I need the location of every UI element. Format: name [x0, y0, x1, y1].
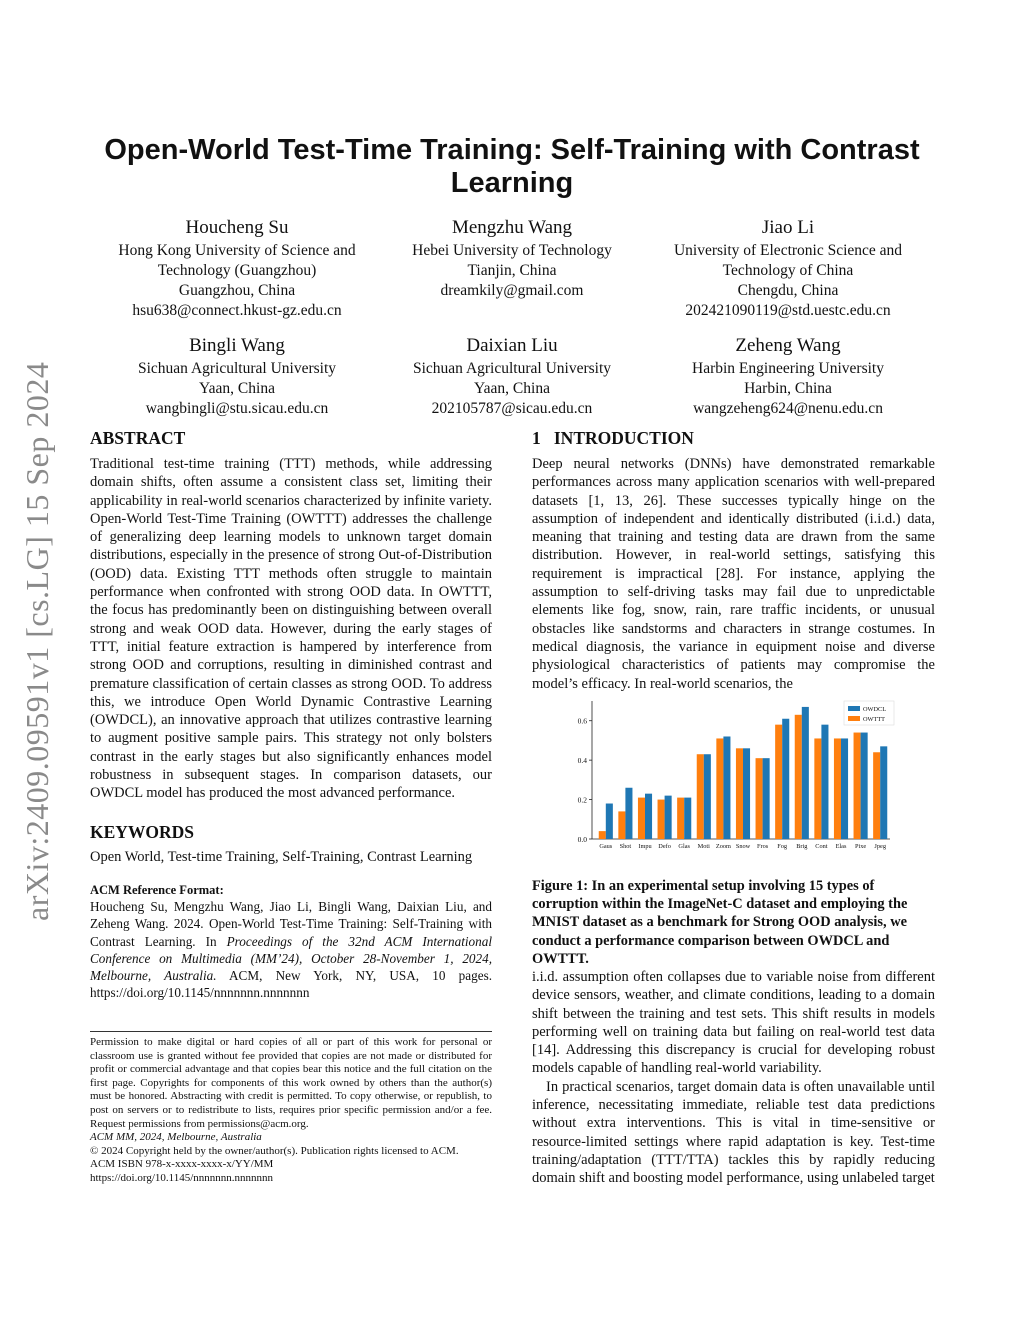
author-affiliation: Harbin Engineering University	[692, 360, 884, 377]
y-tick-label: 0.0	[577, 835, 587, 844]
author-location: Yaan, China	[474, 380, 550, 397]
x-tick-label: Impu	[638, 843, 652, 850]
introduction-heading	[532, 427, 694, 449]
author-name: Mengzhu Wang	[451, 217, 572, 238]
paper-title	[80, 134, 944, 200]
permission-notice	[90, 1036, 492, 1186]
x-tick-label: Defo	[658, 843, 671, 850]
y-tick-label: 0.6	[577, 716, 587, 726]
legend-label: OWDCL	[863, 706, 887, 713]
author-block	[638, 333, 938, 419]
bar-owttt	[618, 811, 625, 839]
author-name: Houcheng Su	[185, 217, 289, 238]
section-title: INTRODUCTION	[553, 428, 694, 448]
author-email: 202105787@sicau.edu.cn	[431, 400, 593, 417]
acm-reference	[90, 882, 492, 1002]
permission-text: Permission to make digital or hard copies of all or part of this work for personal or classroom use is granted without fee provided that copies are not made or distributed for profit or commercial advantage and that copies bear this notice and the full citation on the first page. Copyrights for components of this work owned by others than the author(s) must be honored. Abstracting with credit is permitted. To copy otherwise, or republish, to post on servers or to redistribute to lists, requires prior specific permission and/or a fee. Request permissions from permissions@acm.org.	[90, 1036, 492, 1130]
title-line-1: Open-World Test-Time Training: Self-Training with Contrast	[104, 134, 920, 166]
x-tick-label: Cont	[815, 843, 828, 850]
author-location: Chengdu, China	[737, 282, 839, 299]
acm-reference-heading: ACM Reference Format:	[90, 883, 224, 897]
bar-owdcl	[723, 736, 730, 839]
bar-owdcl	[743, 748, 750, 839]
intro-paragraph-2	[532, 968, 935, 1188]
bar-owdcl	[625, 788, 632, 839]
bar-owdcl	[861, 733, 868, 839]
author-email: wangbingli@stu.sicau.edu.cn	[145, 400, 329, 417]
x-tick-label: Elas	[835, 843, 847, 850]
bar-owttt	[638, 798, 645, 839]
abstract-heading: ABSTRACT	[90, 428, 186, 448]
bar-owdcl	[821, 725, 828, 839]
author-name: Zeheng Wang	[735, 335, 841, 356]
author-location: Yaan, China	[199, 380, 275, 397]
author-affiliation: Technology (Guangzhou)	[157, 262, 317, 279]
bar-owdcl	[841, 738, 848, 839]
bar-owttt	[756, 758, 763, 839]
bar-owdcl	[782, 719, 789, 839]
bar-owttt	[599, 831, 606, 839]
author-email: hsu638@connect.hkust-gz.edu.cn	[132, 302, 342, 319]
x-tick-label: Moti	[697, 843, 710, 850]
section-number: 1	[532, 428, 541, 448]
bar-owttt	[658, 800, 665, 839]
footnote-divider	[90, 1031, 492, 1032]
author-location: Guangzhou, China	[178, 282, 296, 299]
copyright-text: © 2024 Copyright held by the owner/author(s). Publication rights licensed to ACM.	[90, 1144, 459, 1157]
figure-caption: Figure 1: In an experimental setup involving 15 types of corruption within the ImageNet-C dataset and employing the MNIST dataset as a benchmark for Strong OOD analysis, we conduct a performance comparison between OWDCL and OWTTT.	[532, 878, 908, 967]
bar-owttt	[834, 738, 841, 839]
author-affiliation: Technology of China	[722, 262, 854, 279]
x-tick-label: Fog	[777, 843, 788, 850]
author-block	[87, 333, 387, 419]
x-tick-label: Zoom	[715, 843, 731, 850]
author-block	[362, 215, 662, 301]
x-tick-label: Pixe	[854, 843, 867, 850]
acm-reference-text	[90, 898, 492, 1002]
author-location: Tianjin, China	[467, 262, 557, 279]
doi-link[interactable]: https://doi.org/10.1145/nnnnnnn.nnnnnnn	[90, 1171, 274, 1184]
bar-owttt	[716, 738, 723, 839]
author-name: Bingli Wang	[189, 335, 285, 356]
x-tick-label: Gaus	[599, 843, 613, 850]
x-tick-label: Glas	[678, 843, 690, 850]
x-tick-label: Jpeg	[874, 843, 886, 850]
legend-label: OWTTT	[863, 716, 886, 723]
bar-owdcl	[606, 804, 613, 839]
y-tick-label: 0.4	[577, 756, 587, 766]
author-block	[87, 215, 387, 321]
keywords-text: Open World, Test-time Training, Self-Training, Contrast Learning	[90, 849, 473, 865]
title-line-2: Learning	[450, 167, 574, 199]
bar-owttt	[795, 715, 802, 839]
author-email: dreamkily@gmail.com	[440, 282, 584, 299]
bar-owttt	[697, 754, 704, 839]
bar-owdcl	[880, 746, 887, 839]
intro-text: i.i.d. assumption often collapses due to variable noise from different device sensors, weather, and climate conditions, leading to a domain shift between the training and test sets. This shift results in models performing well on training data but failing on real-world test data [14]. Addressing this discrepancy is crucial for developing robust models capable of handling real-world variability.	[532, 969, 935, 1077]
x-tick-label: Brig	[796, 843, 808, 850]
author-affiliation: University of Electronic Science and	[673, 242, 903, 259]
bar-owdcl	[684, 798, 691, 839]
conference-venue: ACM MM, 2024, Melbourne, Australia	[90, 1131, 262, 1144]
intro-paragraph-1	[532, 455, 935, 693]
intro-text: Deep neural networks (DNNs) have demonstrated remarkable performances across many application scenarios with well-prepared datasets [1, 13, 26]. These successes typically hinge on the assumption of independent and identically distributed (i.i.d.) data, meaning that training and testing data are drawn from the same distribution. However, in real-world settings, satisfying this requirement is impractical [28]. For instance, applying the assumption to self-driving tasks may fail due to unpredictable elements like fog, snow, rain, rare traffic incidents, or unusual obstacles like sandstorms and characters in strange costumes. In medical diagnosis, the variance in equipment noise and diverse physiological characteristics of patients may compromise the model’s efficacy. In real-world scenarios, the	[532, 456, 935, 692]
author-name: Daixian Liu	[466, 335, 558, 356]
author-email: wangzeheng624@nenu.edu.cn	[693, 400, 883, 417]
author-affiliation: Sichuan Agricultural University	[412, 360, 612, 377]
bar-owdcl	[802, 707, 809, 839]
y-tick-label: 0.2	[577, 795, 587, 805]
author-name: Jiao Li	[761, 217, 815, 238]
isbn-text: ACM ISBN 978-x-xxxx-xxxx-x/YY/MM	[90, 1158, 274, 1171]
bar-owttt	[854, 733, 861, 839]
acm-reference-venue: Proceedings of the 32nd ACM International Conference on Multimedia (MM’24), October 28-November 1, 2024, Melbourne, Australia.	[90, 933, 492, 984]
acm-reference-authors: Houcheng Su, Mengzhu Wang, Jiao Li, Bingli Wang, Daixian Liu, and Zeheng Wang. 2024. Open-World Test-Time Training: Self-Training with Contrast Learning. In	[90, 899, 492, 949]
arxiv-stamp: arXiv:2409.09591v1 [cs.LG] 15 Sep 2024	[19, 361, 55, 921]
x-tick-label: Shot	[619, 843, 632, 850]
keywords-body	[90, 848, 492, 866]
author-affiliation: Hebei University of Technology	[412, 242, 612, 259]
author-block	[362, 333, 662, 419]
keywords-heading: KEYWORDS	[90, 822, 195, 842]
x-tick-label: Snow	[735, 843, 751, 850]
author-affiliation: Hong Kong University of Science and	[118, 242, 356, 259]
abstract-body	[90, 455, 492, 803]
bar-chart	[530, 693, 930, 853]
intro-text: In practical scenarios, target domain data is often unavailable until inference, necessitating immediate, reliable test data predictions without extra interventions. This is vital in time-sensitive or resource-limited settings where rapid adaptation is key. Test-time training/adaptation (TTT/TTA) tackles this by rapidly reducing domain shift and boosting model performance, using unlabeled target	[532, 1078, 935, 1187]
bar-owttt	[775, 725, 782, 839]
abstract-text: Traditional test-time training (TTT) methods, while addressing domain shifts, often assume a consistent class set, limiting their applicability in real-world scenarios characterized by infinite variety. Open-World Test-Time Training (OWTTT) addresses the challenge of generalizing deep learning models to unknown target domain distributions, especially in the presence of strong Out-of-Distribution (OOD) data. Existing TTT methods often struggle to maintain performance when confronted with strong OOD data. In OWTTT, the focus has predominantly been on distinguishing between overall strong and weak OOD data. However, during the early stages of TTT, initial feature extraction is hampered by interference from strong OOD and corruptions, resulting in diminished contrast and premature classification of certain classes as strong OOD. To address this, we introduce Open World Dynamic Contrastive Learning (OWDCL), an innovative approach that utilizes contrastive learning to augment positive sample pairs. This strategy not only bolsters contrast in the early stages but also significantly enhances model robustness in subsequent stages. In comparison datasets, our OWDCL model has produced the most advanced performance.	[90, 456, 492, 802]
x-tick-label: Fros	[756, 843, 769, 850]
bar-owdcl	[645, 794, 652, 839]
bar-owttt	[873, 752, 880, 839]
bar-owdcl	[763, 758, 770, 839]
author-email: 202421090119@std.uestc.edu.cn	[685, 302, 891, 319]
author-affiliation: Sichuan Agricultural University	[137, 360, 337, 377]
legend-swatch	[848, 706, 860, 711]
bar-owdcl	[704, 754, 711, 839]
legend-swatch	[848, 716, 860, 721]
acm-reference-publisher: ACM, New York, NY, USA, 10 pages. https://doi.org/10.1145/nnnnnnn.nnnnnnn	[90, 968, 492, 1001]
bar-owdcl	[665, 796, 672, 839]
bar-owttt	[736, 748, 743, 839]
bar-owttt	[814, 738, 821, 839]
author-location: Harbin, China	[744, 380, 832, 397]
bar-owttt	[677, 798, 684, 839]
author-block	[638, 215, 938, 321]
